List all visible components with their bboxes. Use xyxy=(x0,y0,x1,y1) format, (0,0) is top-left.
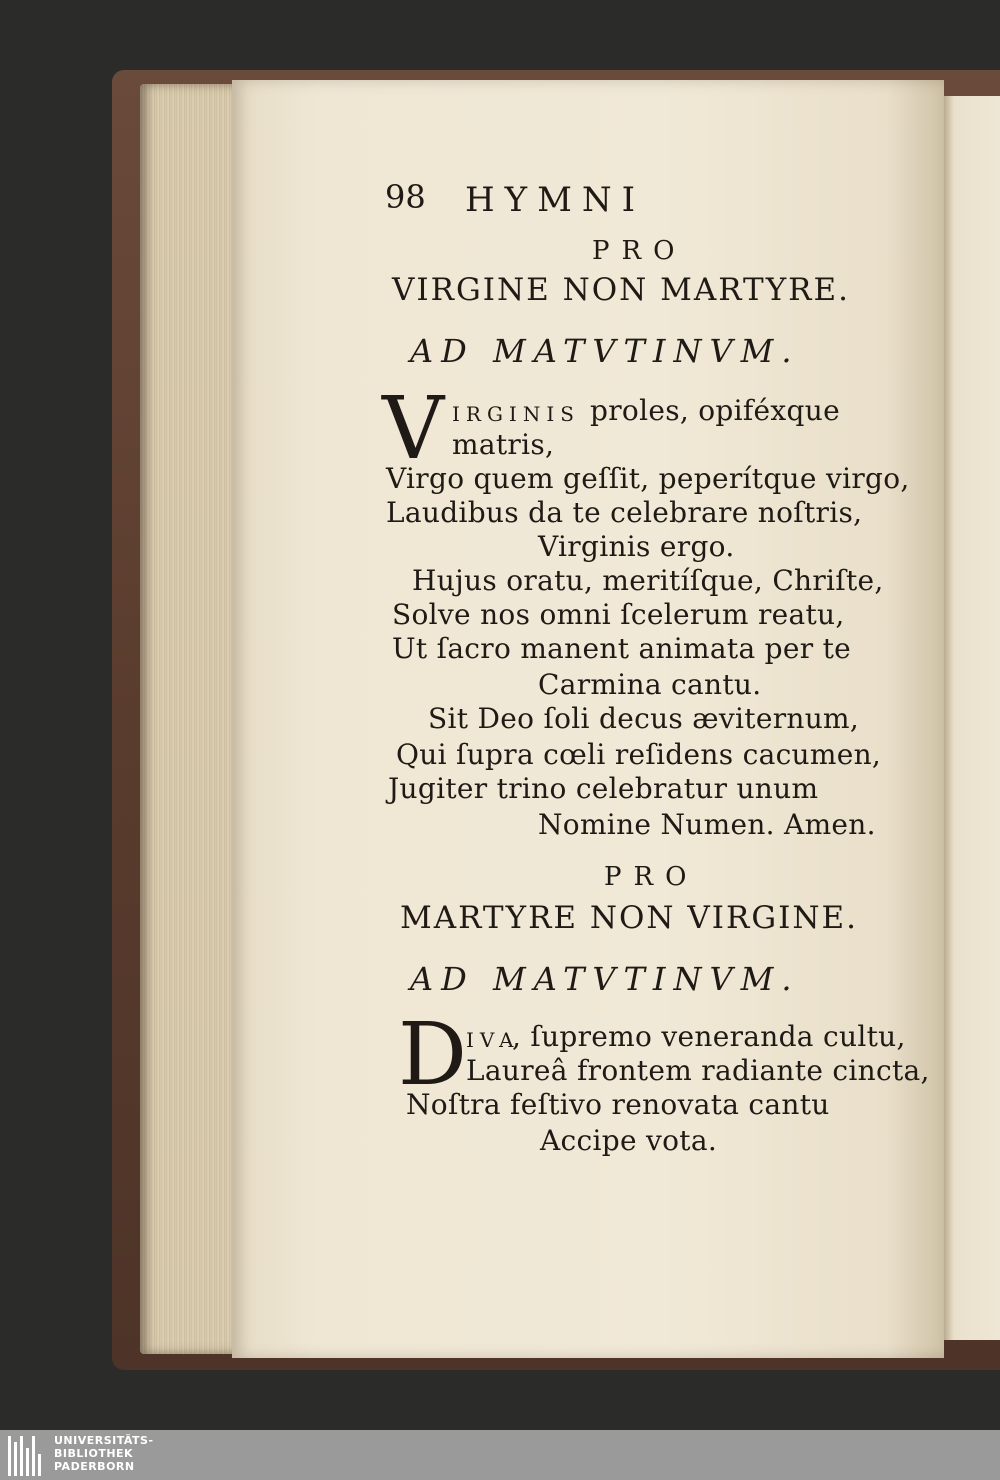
hymn1-title: VIRGINE NON MARTYRE. xyxy=(392,272,851,308)
hymn1-line: Carmina cantu. xyxy=(538,668,762,701)
hymn2-first-word: IVA xyxy=(466,1028,520,1052)
hymn1-first-word: IRGINIS xyxy=(452,402,580,426)
hymn1-line: Hujus oratu, meritíſque, Chriſte, xyxy=(412,564,884,597)
hymn2-line: Laureâ frontem radiante cincta, xyxy=(466,1054,930,1087)
hymn2-line: Noſtra feſtivo renovata cantu xyxy=(406,1088,830,1121)
library-name-line: BIBLIOTHEK xyxy=(54,1447,134,1460)
library-name xyxy=(54,1434,154,1473)
hymn1-line: Sit Deo ſoli decus æviternum, xyxy=(428,702,860,735)
library-logo-icon xyxy=(8,1436,48,1476)
library-footer xyxy=(0,1430,1000,1480)
hymn1-line: Virginis ergo. xyxy=(538,530,735,563)
hymn2-title: MARTYRE NON VIRGINE. xyxy=(400,900,859,936)
hymn1-line: matris, xyxy=(452,428,555,461)
library-name-line: UNIVERSITÄTS- xyxy=(54,1434,154,1447)
running-title: HYMNI xyxy=(465,180,646,220)
hymn1-line: Ut ſacro manent animata per te xyxy=(392,632,852,665)
hymn2-pro: PRO xyxy=(604,862,699,892)
hymn1-line: Qui ſupra cœli reſidens cacumen, xyxy=(396,738,882,771)
hymn2-subtitle: AD MATVTINVM. xyxy=(410,960,800,998)
hymn1-subtitle: AD MATVTINVM. xyxy=(410,332,800,370)
facing-page-edge xyxy=(944,96,1000,1340)
hymn1-line: Jugiter trino celebratur unum xyxy=(388,772,819,805)
hymn1-line: Solve nos omni ſcelerum reatu, xyxy=(392,598,845,631)
hymn2-dropcap: D xyxy=(398,1005,467,1105)
hymn1-line: Laudibus da te celebrare noſtris, xyxy=(386,496,863,529)
hymn2-line: Accipe vota. xyxy=(540,1124,718,1157)
hymn1-line: proles, opiféxque xyxy=(590,394,840,427)
page-number: 98 xyxy=(385,178,426,216)
hymn1-line: Nomine Numen. Amen. xyxy=(538,808,876,841)
hymn1-line: Virgo quem geſſit, peperítque virgo, xyxy=(386,462,910,495)
hymn2-line: , ſupremo veneranda cultu, xyxy=(512,1020,906,1053)
library-name-line: PADERBORN xyxy=(54,1460,135,1473)
page-edges xyxy=(140,84,236,1354)
hymn1-dropcap: V xyxy=(382,379,445,479)
hymn1-pro: PRO xyxy=(592,236,687,266)
